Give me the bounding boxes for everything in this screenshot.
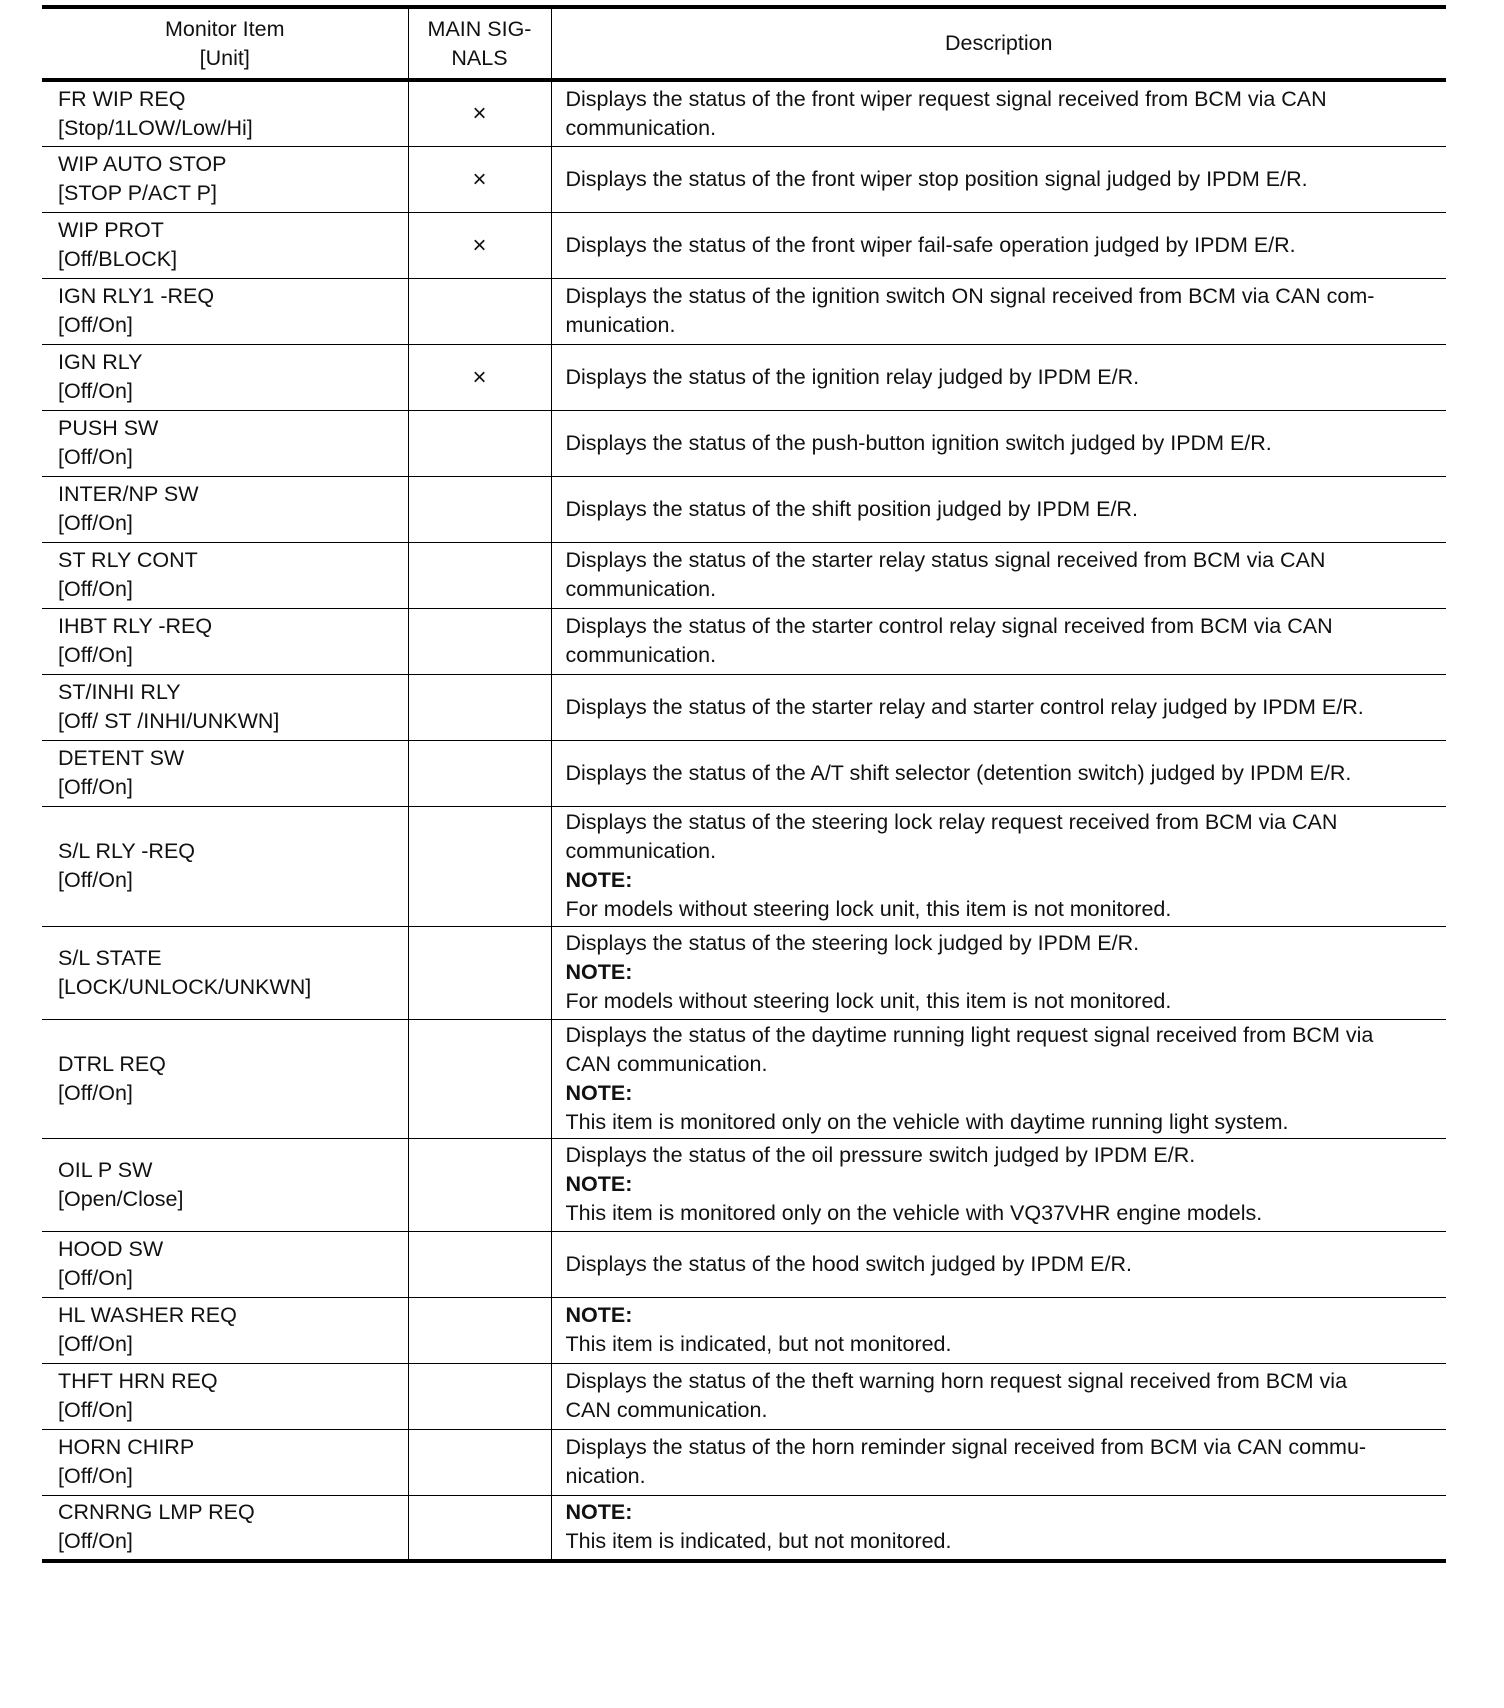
monitor-item-name: THFT HRN REQ [58,1369,218,1393]
description-cell [551,1019,1446,1138]
note-label: NOTE: [565,1500,633,1525]
monitor-item-cell [42,476,408,542]
table-header [42,7,1446,80]
description-cell [551,1231,1446,1297]
monitor-item-name: PUSH SW [58,416,159,440]
description-line: CAN communication. [565,1398,768,1422]
description-line: communication. [565,577,717,601]
main-signal-mark [408,1429,551,1495]
table-row [42,80,1446,146]
monitor-item-unit: [Off/On] [58,511,133,535]
main-signal-mark [408,1297,551,1363]
table-body [42,80,1446,1561]
table-row [42,542,1446,608]
monitor-item-cell [42,1138,408,1231]
main-signal-mark: × [408,146,551,212]
monitor-item-name: IHBT RLY -REQ [58,614,213,638]
description-line: communication. [565,643,717,667]
description-cell [551,1297,1446,1363]
monitor-item-cell [42,212,408,278]
main-signal-mark: × [408,344,551,410]
table-row [42,476,1446,542]
monitor-item-cell [42,1297,408,1363]
monitor-item-unit: [Stop/1LOW/Low/Hi] [58,115,253,140]
monitor-item-unit: [Off/On] [58,445,133,469]
monitor-item-cell [42,1363,408,1429]
main-signal-mark [408,1231,551,1297]
table-row [42,806,1446,926]
table-row [42,278,1446,344]
table-row [42,740,1446,806]
monitor-item-cell [42,926,408,1019]
description-cell [551,146,1446,212]
monitor-item-name: IGN RLY [58,350,143,374]
description-line: Displays the status of the hood switch judged by IPDM E/R. [565,1251,1132,1276]
monitor-item-cell [42,608,408,674]
description-line: Displays the status of the push-button ignition switch judged by IPDM E/R. [565,430,1272,455]
note-text: This item is monitored only on the vehicle with daytime running light system. [565,1109,1289,1134]
description-cell [551,1138,1446,1231]
description-line: Displays the status of the ignition relay judged by IPDM E/R. [565,364,1140,389]
description-line: Displays the status of the horn reminder signal received from BCM via CAN commu- [565,1435,1367,1459]
table-row [42,1495,1446,1561]
main-signal-mark [408,542,551,608]
note-text: For models without steering lock unit, this item is not monitored. [565,989,1172,1013]
monitor-item-name: FR WIP REQ [58,86,186,111]
main-signal-mark [408,1138,551,1231]
description-line: Displays the status of the front wiper stop position signal judged by IPDM E/R. [565,166,1308,191]
note-text: This item is monitored only on the vehicle with VQ37VHR engine models. [565,1201,1263,1225]
table-row [42,1138,1446,1231]
table-row [42,674,1446,740]
description-line: Displays the status of the front wiper fail-safe operation judged by IPDM E/R. [565,232,1296,257]
monitor-item-unit: [Off/On] [58,643,133,667]
monitor-item-name: ST/INHI RLY [58,680,181,704]
header-monitor-item-unit: [Unit] [199,45,250,70]
monitor-item-name: DETENT SW [58,746,185,770]
main-signal-mark [408,608,551,674]
monitor-item-cell [42,278,408,344]
description-cell [551,1495,1446,1561]
monitor-item-unit: [Off/On] [58,379,133,403]
note-text: For models without steering lock unit, this item is not monitored. [565,897,1172,921]
table-row [42,1297,1446,1363]
description-line: Displays the status of the theft warning horn request signal received from BCM via [565,1369,1348,1393]
monitor-item-cell [42,1429,408,1495]
description-cell [551,674,1446,740]
description-line: Displays the status of the A/T shift selector (detention switch) judged by IPDM E/R. [565,760,1352,785]
description-line: Displays the status of the starter relay status signal received from BCM via CAN [565,548,1326,572]
table-row [42,608,1446,674]
description-cell [551,542,1446,608]
monitor-item-unit: [Off/On] [58,775,133,799]
monitor-item-cell [42,806,408,926]
monitor-item-unit: [Open/Close] [58,1186,184,1211]
header-monitor-item-title: Monitor Item [165,16,285,41]
monitor-item-cell [42,410,408,476]
table-row [42,1231,1446,1297]
description-line: Displays the status of the shift position judged by IPDM E/R. [565,496,1138,521]
monitor-item-name: WIP AUTO STOP [58,152,227,176]
monitor-item-cell [42,146,408,212]
monitor-item-unit: [STOP P/ACT P] [58,181,217,205]
description-cell [551,740,1446,806]
monitor-item-unit: [Off/On] [58,577,133,601]
description-line: Displays the status of the steering lock judged by IPDM E/R. [565,931,1140,955]
description-cell [551,476,1446,542]
monitor-item-name: S/L RLY -REQ [58,839,196,863]
main-signal-mark: × [408,212,551,278]
description-line: CAN communication. [565,1051,768,1076]
description-line: munication. [565,313,676,337]
monitor-item-name: HOOD SW [58,1237,164,1261]
header-main-signals-line1: MAIN SIG- [427,16,532,41]
description-line: communication. [565,115,717,140]
monitor-item-unit: [Off/On] [58,1080,133,1105]
monitor-item-unit: [Off/ ST /INHI/UNKWN] [58,709,280,733]
header-description: Description [551,7,1446,80]
monitor-item-table-page [42,5,1446,1563]
monitor-item-table [42,5,1446,1563]
description-cell [551,212,1446,278]
main-signal-mark [408,476,551,542]
table-row [42,212,1446,278]
main-signal-mark [408,1019,551,1138]
table-row [42,344,1446,410]
monitor-item-cell [42,344,408,410]
description-line: Displays the status of the ignition switch ON signal received from BCM via CAN com- [565,284,1375,308]
main-signal-mark: × [408,80,551,146]
monitor-item-cell [42,80,408,146]
note-label: NOTE: [565,1303,633,1327]
description-line: Displays the status of the starter control relay signal received from BCM via CAN [565,614,1333,638]
table-row [42,146,1446,212]
main-signal-mark [408,1495,551,1561]
note-label: NOTE: [565,960,633,984]
monitor-item-name: S/L STATE [58,945,162,970]
monitor-item-name: IGN RLY1 -REQ [58,284,215,308]
monitor-item-name: OIL P SW [58,1157,153,1182]
main-signal-mark [408,806,551,926]
monitor-item-unit: [LOCK/UNLOCK/UNKWN] [58,974,312,999]
monitor-item-unit: [Off/On] [58,1266,133,1290]
note-text: This item is indicated, but not monitored. [565,1332,952,1356]
note-text: This item is indicated, but not monitored. [565,1529,952,1554]
description-cell [551,1429,1446,1495]
monitor-item-unit: [Off/BLOCK] [58,247,178,271]
monitor-item-cell [42,1495,408,1561]
monitor-item-cell [42,740,408,806]
description-line: Displays the status of the starter relay and starter control relay judged by IPDM E/R. [565,694,1364,719]
description-cell [551,806,1446,926]
note-label: NOTE: [565,868,633,892]
description-cell [551,80,1446,146]
table-row [42,1019,1446,1138]
monitor-item-name: HORN CHIRP [58,1435,195,1459]
description-cell [551,344,1446,410]
monitor-item-unit: [Off/On] [58,1529,133,1554]
monitor-item-cell [42,1231,408,1297]
monitor-item-unit: [Off/On] [58,1464,133,1488]
monitor-item-unit: [Off/On] [58,868,133,892]
description-line: Displays the status of the front wiper request signal received from BCM via CAN [565,86,1327,111]
monitor-item-unit: [Off/On] [58,1398,133,1422]
monitor-item-cell [42,674,408,740]
description-line: Displays the status of the oil pressure switch judged by IPDM E/R. [565,1143,1196,1167]
table-row [42,1429,1446,1495]
table-row [42,1363,1446,1429]
description-line: nication. [565,1464,646,1488]
monitor-item-cell [42,542,408,608]
main-signal-mark [408,278,551,344]
monitor-item-name: CRNRNG LMP REQ [58,1500,255,1525]
header-main-signals-line2: NALS [451,45,508,70]
main-signal-mark [408,740,551,806]
table-row [42,410,1446,476]
monitor-item-unit: [Off/On] [58,1332,133,1356]
description-cell [551,1363,1446,1429]
monitor-item-name: ST RLY CONT [58,548,198,572]
description-cell [551,278,1446,344]
table-row [42,926,1446,1019]
main-signal-mark [408,410,551,476]
description-cell [551,926,1446,1019]
monitor-item-cell [42,1019,408,1138]
monitor-item-name: DTRL REQ [58,1051,166,1076]
description-cell [551,608,1446,674]
header-main-signals [408,7,551,80]
main-signal-mark [408,926,551,1019]
description-line: Displays the status of the steering lock relay request received from BCM via CAN [565,810,1338,834]
main-signal-mark [408,674,551,740]
header-monitor-item [42,7,408,80]
monitor-item-name: HL WASHER REQ [58,1303,237,1327]
note-label: NOTE: [565,1172,633,1196]
description-line: Displays the status of the daytime running light request signal received from BCM via [565,1022,1374,1047]
monitor-item-name: WIP PROT [58,218,164,242]
description-cell [551,410,1446,476]
description-line: communication. [565,839,717,863]
monitor-item-unit: [Off/On] [58,313,133,337]
main-signal-mark [408,1363,551,1429]
note-label: NOTE: [565,1080,633,1105]
monitor-item-name: INTER/NP SW [58,482,199,506]
